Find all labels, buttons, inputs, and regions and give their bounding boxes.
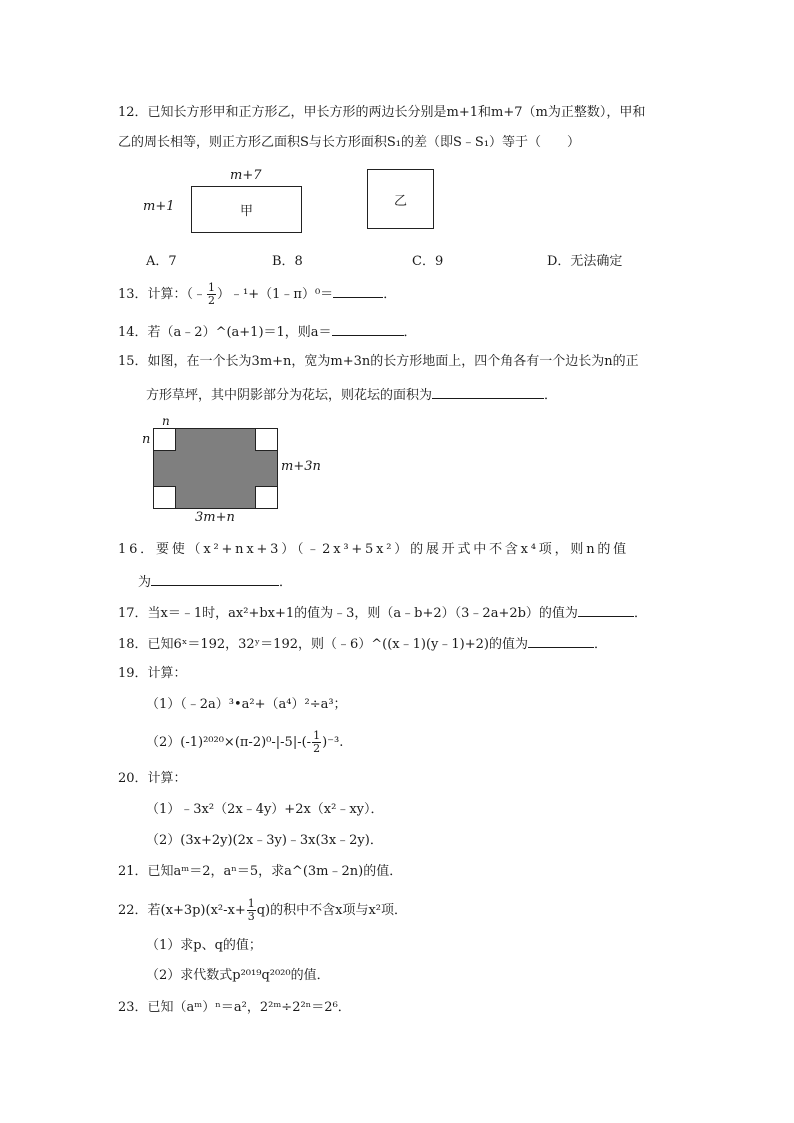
q15-figure bbox=[153, 428, 278, 509]
lawn-bottom-right bbox=[256, 487, 278, 509]
q14-line bbox=[118, 322, 417, 342]
q19-part2-b: )⁻³. bbox=[322, 735, 344, 750]
q16-end: ． bbox=[279, 575, 293, 590]
q20-part2: （2）(3x+2y)(2x﹣3y)﹣3x(3x﹣2y)． bbox=[146, 833, 383, 848]
rect-top-label: m+7 bbox=[230, 168, 262, 183]
q17-end: ． bbox=[633, 606, 647, 621]
rect-jia-text: 甲 bbox=[239, 204, 253, 219]
q18-end: ． bbox=[593, 637, 607, 652]
q19-fraction bbox=[312, 730, 321, 755]
q12-option-d: D．无法确定 bbox=[547, 254, 623, 269]
q22-a: 22．若(x+3p)(x²-x+ bbox=[118, 903, 246, 918]
q19-part2 bbox=[146, 730, 343, 755]
q13-fraction bbox=[207, 282, 216, 307]
q20-part1: （1）﹣3x²（2x﹣4y）+2x（x²﹣xy）． bbox=[146, 802, 384, 817]
lawn-bottom-left bbox=[154, 487, 176, 509]
q13-end: ． bbox=[383, 287, 397, 302]
q13-line bbox=[118, 282, 396, 307]
q12-option-a: A．7 bbox=[146, 254, 177, 269]
q13-answer-blank[interactable] bbox=[333, 284, 383, 298]
q12-line2: 乙的周长相等，则正方形乙面积S与长方形面积S₁的差（即S﹣S₁）等于（ ） bbox=[118, 135, 581, 150]
lawn-top-right bbox=[256, 429, 278, 451]
q22-part1: （1）求p、q的值； bbox=[146, 938, 262, 953]
q13-num: 1 bbox=[208, 281, 216, 294]
q12-option-b: B．8 bbox=[272, 254, 303, 269]
q16-answer-blank[interactable] bbox=[151, 572, 279, 586]
square-yi bbox=[367, 169, 434, 229]
q19-part2-a: （2）(-1)²⁰²⁰×(π-2)⁰-|-5|-(- bbox=[146, 735, 312, 750]
q18-text: 18．已知6ˣ＝192，32ʸ＝192，则（﹣6）^((x﹣1)(y﹣1)+2)的值为 bbox=[118, 637, 528, 652]
q15-figure-svg bbox=[153, 428, 278, 509]
q15-end: ． bbox=[544, 388, 558, 403]
q19-title: 19．计算： bbox=[118, 666, 187, 681]
square-yi-text: 乙 bbox=[393, 193, 407, 209]
q16-line2-text: 为 bbox=[138, 575, 152, 590]
q15-line1: 15．如图，在一个长为3m+n，宽为m+3n的长方形地面上，四个角各有一个边长为n的正 bbox=[118, 354, 639, 369]
q15-label-bottom: 3m+n bbox=[195, 510, 235, 525]
q15-label-top: n bbox=[162, 414, 170, 428]
rect-left-label: m+1 bbox=[143, 199, 175, 214]
rect-jia bbox=[191, 186, 302, 233]
q15-label-left: n bbox=[142, 432, 151, 447]
q14-end: ． bbox=[403, 325, 417, 340]
lawn-top-left bbox=[154, 429, 176, 451]
q22-part2: （2）求代数式p²⁰¹⁹q²⁰²⁰的值． bbox=[146, 968, 330, 983]
q19-num: 1 bbox=[313, 729, 321, 742]
q19-den: 2 bbox=[313, 742, 321, 755]
q16-line1: 16．要使（x²+nx+3）（﹣2x³+5x²）的展开式中不含x⁴项，则n的值 bbox=[118, 542, 629, 557]
q22-fraction bbox=[247, 898, 256, 923]
q14-text: 14．若（a﹣2）^(a+1)＝1，则a＝ bbox=[118, 325, 332, 340]
q13-den: 2 bbox=[208, 294, 216, 307]
q12-line1: 12．已知长方形甲和正方形乙，甲长方形的两边长分别是m+1和m+7（m为正整数），甲和 bbox=[118, 105, 646, 120]
q21-line: 21．已知aᵐ＝2，aⁿ＝5，求a^(3m﹣2n)的值． bbox=[118, 864, 403, 879]
q15-label-right: m+3n bbox=[281, 459, 321, 474]
q19-part1: （1）（﹣2a）³•a²+（a⁴）²÷a³； bbox=[146, 697, 347, 712]
q12-option-c: C．9 bbox=[412, 254, 444, 269]
q16-line2 bbox=[138, 572, 292, 592]
q17-line bbox=[118, 603, 647, 623]
q15-answer-blank[interactable] bbox=[432, 385, 544, 399]
q22-line bbox=[118, 898, 407, 923]
q18-line bbox=[118, 634, 607, 654]
q13-prefix: 13．计算：（﹣ bbox=[118, 287, 207, 302]
q18-answer-blank[interactable] bbox=[528, 634, 594, 648]
q14-answer-blank[interactable] bbox=[332, 322, 404, 336]
q22-b: q)的积中不含x项与x²项． bbox=[256, 903, 408, 918]
q22-den: 3 bbox=[247, 910, 255, 923]
q17-text: 17．当x＝﹣1时，ax²+bx+1的值为﹣3，则（a﹣b+2）（3﹣2a+2b）的值为 bbox=[118, 606, 578, 621]
q15-line2 bbox=[146, 385, 557, 405]
q20-title: 20．计算： bbox=[118, 771, 187, 786]
q15-line2-text: 方形草坪，其中阴影部分为花坛，则花坛的面积为 bbox=[146, 388, 433, 403]
q22-num: 1 bbox=[247, 897, 255, 910]
q13-suffix: ）﹣¹+（1﹣π）⁰＝ bbox=[217, 287, 334, 302]
q23-line: 23．已知（aᵐ）ⁿ＝a²，2²ᵐ÷2²ⁿ＝2⁶． bbox=[118, 1000, 351, 1015]
q17-answer-blank[interactable] bbox=[578, 603, 634, 617]
